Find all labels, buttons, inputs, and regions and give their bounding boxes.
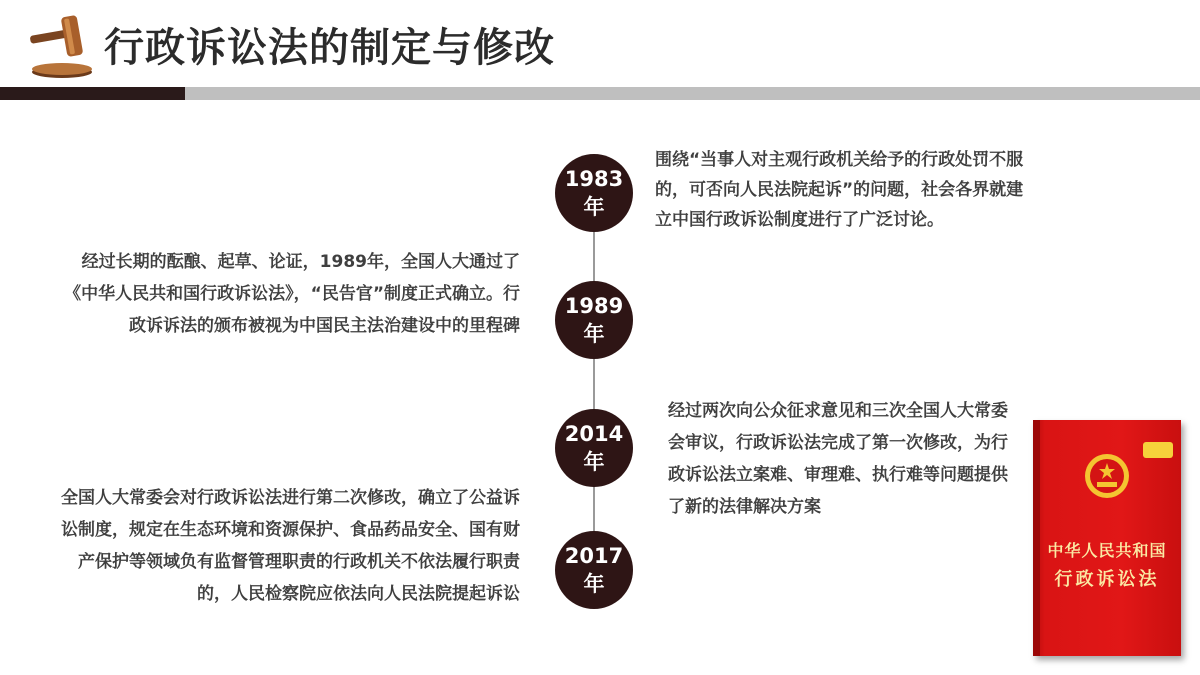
timeline-text-1983: 围绕“当事人对主观行政机关给予的行政处罚不服的，可否向人民法院起诉”的问题，社会各界就建立中国行政诉讼制度进行了广泛讨论。 <box>655 150 1024 230</box>
year-badge-2014: 2014 年 <box>555 409 633 487</box>
book-title-line2: 行政诉讼法 <box>1054 569 1160 590</box>
book-tag <box>1143 442 1173 458</box>
year-badge-1983: 1983 年 <box>555 154 633 232</box>
page-title: 行政诉讼法的制定与修改 <box>104 25 555 71</box>
timeline-text-2017: 全国人大常委会对行政诉讼法进行第二次修改，确立了公益诉讼制度，规定在生态环境和资源保护、食品药品安全、国有财产保护等领域负有监督管理职责的行政机关不依法履行职责的，人民检察院应依法向人民法院提起诉讼 <box>61 488 520 604</box>
gavel-icon <box>26 12 94 80</box>
timeline-text-2014: 经过两次向公众征求意见和三次全国人大常委会审议，行政诉讼法完成了第一次修改，为行政诉讼法立案难、审理难、执行难等问题提供了新的法律解决方案 <box>668 401 1008 517</box>
year-badge-1989: 1989 年 <box>555 281 633 359</box>
timeline-line <box>593 185 595 585</box>
national-emblem-icon <box>1083 452 1131 500</box>
timeline-text-1989: 经过长期的酝酿、起草、论证，1989年，全国人大通过了《中华人民共和国行政诉讼法》，“民告官”制度正式确立。行政诉诉法的颁布被视为中国民主法治建设中的里程碑 <box>64 252 520 336</box>
book-title-line1: 中华人民共和国 <box>1047 541 1167 560</box>
year-badge-2017: 2017 年 <box>555 531 633 609</box>
law-book-image <box>1033 420 1181 656</box>
title-underline <box>185 87 1200 100</box>
title-underline-accent <box>0 87 185 100</box>
